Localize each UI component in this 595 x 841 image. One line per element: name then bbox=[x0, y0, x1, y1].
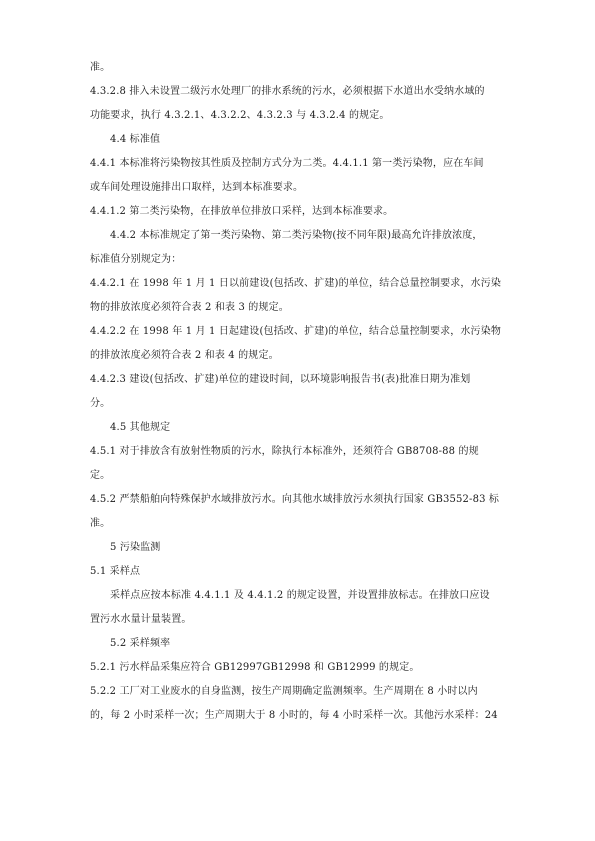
text-line: 准。 bbox=[90, 518, 111, 529]
clause-4-3-2-8: 4.3.2.8 排入未设置二级污水处理厂的排水系统的污水，必须根据下水道出水受纳水域的 bbox=[90, 86, 485, 97]
clause-5-2-1: 5.2.1 污水样品采集应符合 GB12997GB12998 和 GB12999 的规定。 bbox=[90, 662, 420, 673]
clause-4-4-2-3: 4.4.2.3 建设(包括改、扩建)单位的建设时间，以环境影响报告书(表)批准日期为准划 bbox=[90, 374, 471, 385]
text-line: 的，每 2 小时采样一次；生产周期大于 8 小时的，每 4 小时采样一次。其他污水采样：24 bbox=[90, 710, 498, 721]
clause-4-4-1-2: 4.4.1.2 第二类污染物，在排放单位排放口采样，达到本标准要求。 bbox=[90, 206, 394, 217]
text-line: 标准值分别规定为： bbox=[90, 254, 182, 265]
text-line: 置污水水量计量装置。 bbox=[90, 614, 192, 625]
clause-4-4-2-1: 4.4.2.1 在 1998 年 1 月 1 日以前建设(包括改、扩建)的单位，结合总量控制要求，水污染 bbox=[90, 278, 502, 289]
clause-4-4-2: 4.4.2 本标准规定了第一类污染物、第二类污染物(按不同年限)最高允许排放浓度， bbox=[110, 230, 483, 241]
text-line: 或车间处理设施排出口取样，达到本标准要求。 bbox=[90, 182, 304, 193]
text-line: 功能要求，执行 4.3.2.1、4.3.2.2、4.3.2.3 与 4.3.2.4 的规定。 bbox=[90, 110, 390, 121]
section-heading-5: 5 污染监测 bbox=[110, 542, 161, 553]
text-line: 准。 bbox=[90, 62, 111, 73]
clause-4-5-1: 4.5.1 对于排放含有放射性物质的污水，除执行本标准外，还须符合 GB8708-88 的规 bbox=[90, 446, 479, 457]
text-line: 分。 bbox=[90, 398, 111, 409]
text-line: 的排放浓度必须符合表 2 和表 4 的规定。 bbox=[90, 350, 279, 361]
clause-4-4-2-2: 4.4.2.2 在 1998 年 1 月 1 日起建设(包括改、扩建)的单位，结合总量控制要求，水污染物 bbox=[90, 326, 502, 337]
text-line: 定。 bbox=[90, 470, 111, 481]
text-line: 采样点应按本标准 4.4.1.1 及 4.4.1.2 的规定设置，并设置排放标志。在排放口应设 bbox=[110, 590, 490, 601]
clause-5-2-2: 5.2.2 工厂对工业废水的自身监测，按生产周期确定监测频率。生产周期在 8 小时以内 bbox=[90, 686, 478, 697]
clause-4-5-2: 4.5.2 严禁船舶向特殊保护水域排放污水。向其他水域排放污水须执行国家 GB3552-83 标 bbox=[90, 494, 500, 505]
text-line: 物的排放浓度必须符合表 2 和表 3 的规定。 bbox=[90, 302, 289, 313]
section-heading-4-5: 4.5 其他规定 bbox=[110, 422, 171, 433]
section-heading-5-2: 5.2 采样频率 bbox=[110, 638, 171, 649]
section-heading-4-4: 4.4 标准值 bbox=[110, 134, 161, 145]
section-heading-5-1: 5.1 采样点 bbox=[90, 566, 141, 577]
clause-4-4-1: 4.4.1 本标准将污染物按其性质及控制方式分为二类。4.4.1.1 第一类污染物，应在车间 bbox=[90, 158, 484, 169]
